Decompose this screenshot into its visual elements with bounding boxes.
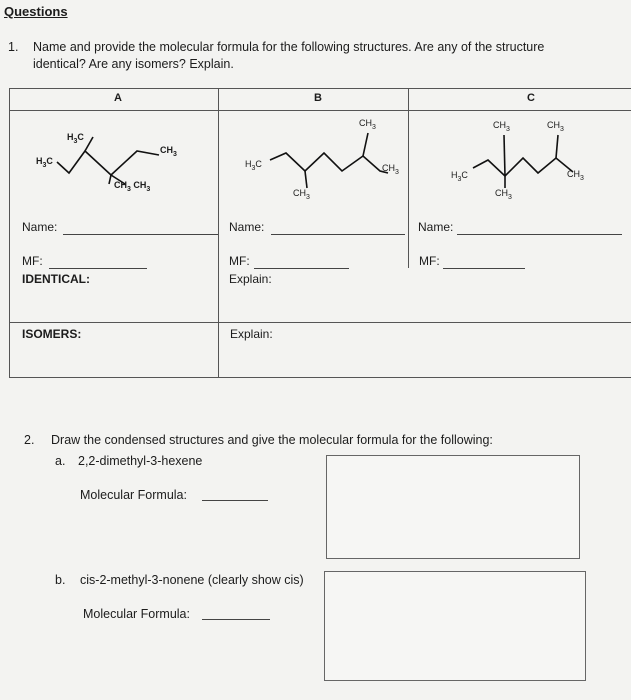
name-label-b: Name: — [229, 220, 265, 234]
structures-table — [9, 88, 631, 378]
mf-label-b: MF: — [229, 254, 250, 268]
part-b-answer-box[interactable] — [324, 571, 586, 681]
mf-line-a[interactable] — [49, 268, 147, 269]
structure-b-ch3-bottom: $CH_3$ — [293, 188, 310, 201]
mf-label-a: MF: — [22, 254, 43, 268]
structure-c-h3c-left: $H_3C$ — [451, 170, 468, 183]
structure-a-bottom-methyls: $CH_3$ $CH_3$ — [114, 180, 151, 193]
name-label-a: Name: — [22, 220, 58, 234]
question-1-line-1: Name and provide the molecular formula for the following structures. Are any of the structure — [33, 40, 545, 54]
structure-c-ch3-right: $CH_3$ — [567, 169, 584, 182]
name-line-b[interactable] — [271, 234, 405, 235]
isomers-label: ISOMERS: — [22, 327, 82, 341]
part-b-compound: cis-2-methyl-3-nonene (clearly show cis) — [80, 573, 304, 587]
part-b-letter: b. — [55, 573, 66, 587]
mf-label-c: MF: — [419, 254, 440, 268]
column-header-b: B — [314, 92, 322, 104]
structure-c-ch3-top-1: $CH_3$ — [493, 120, 510, 133]
isomers-explain-label: Explain: — [230, 327, 273, 341]
structure-b-h3c-left: $H_3C$ — [245, 159, 262, 172]
name-line-c[interactable] — [457, 234, 622, 235]
structure-c-skeleton — [408, 111, 631, 221]
part-a-compound: 2,2-dimethyl-3-hexene — [78, 454, 203, 468]
part-a-answer-box[interactable] — [326, 455, 580, 559]
mf-line-b[interactable] — [254, 268, 349, 269]
question-2-number: 2. — [24, 433, 35, 447]
mf-line-c[interactable] — [443, 268, 525, 269]
name-label-c: Name: — [418, 220, 454, 234]
question-1-number: 1. — [8, 40, 19, 54]
structure-b-ch3-right: $CH_3$ — [382, 163, 399, 176]
part-a-mf-line[interactable] — [202, 500, 268, 501]
part-a-letter: a. — [55, 454, 66, 468]
question-2-text: Draw the condensed structures and give the molecular formula for the following: — [51, 433, 493, 447]
part-b-mf-label: Molecular Formula: — [83, 607, 190, 621]
structure-c-ch3-top-2: $CH_3$ — [547, 120, 564, 133]
structure-a-ch3-right: $CH_3$ — [160, 145, 177, 158]
structure-c-ch3-bottom: $CH_3$ — [495, 188, 512, 201]
part-b-mf-line[interactable] — [202, 619, 270, 620]
name-line-a[interactable] — [63, 234, 218, 235]
page-heading: Questions — [4, 4, 68, 19]
structure-b-ch3-top: $CH_3$ — [359, 118, 376, 131]
question-1-line-2: identical? Are any isomers? Explain. — [33, 57, 234, 71]
identical-explain-label: Explain: — [229, 272, 272, 286]
structure-a-h3c-left: $H_3C$ — [36, 156, 53, 169]
structure-a-h3c-top: $H_3C$ — [67, 132, 84, 145]
part-a-mf-label: Molecular Formula: — [80, 488, 187, 502]
column-header-a: A — [114, 92, 122, 104]
identical-label: IDENTICAL: — [22, 272, 90, 286]
column-header-c: C — [527, 92, 535, 104]
